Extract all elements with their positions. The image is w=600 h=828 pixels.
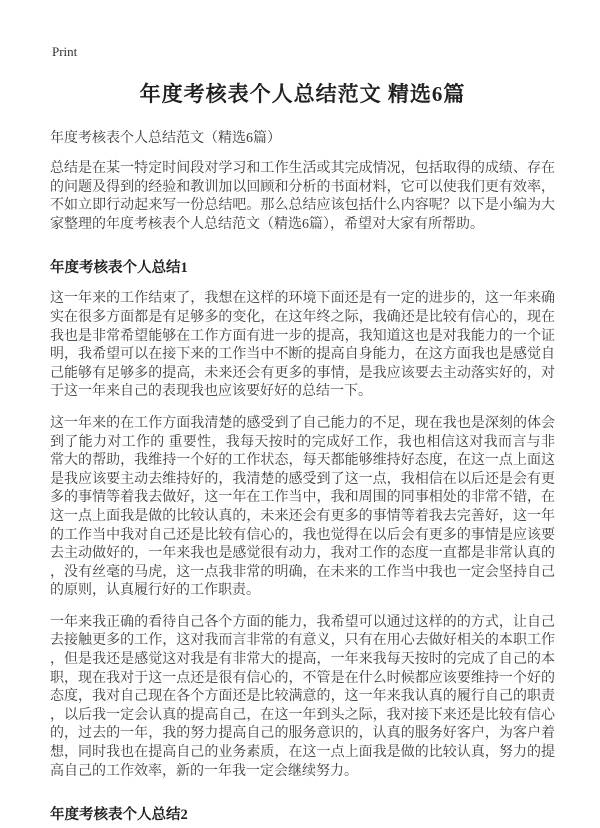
page-title: 年度考核表个人总结范文 精选6篇 [139,82,466,106]
intro-paragraph: 总结是在某一特定时间段对学习和工作生活或其完成情况，包括取得的成绩、存在的问题及得到的经验和教训加以回顾和分析的书面材料，它可以使我们更有效率，不如立即行动起来写一份总结吧。那么总结应该包括什么内容呢？以下是小编为大家整理的年度考核表个人总结范文（精选6篇），希望对大家有所帮助。 [50,161,555,232]
section-1-heading: 年度考核表个人总结1 [50,260,188,277]
section-2-heading: 年度考核表个人总结2 [50,807,188,824]
section-1-paragraph-2: 这一年来的在工作方面我清楚的感受到了自己能力的不足，现在我也是深刻的体会到了能力对工作的 重要性，我每天按时的完成好工作，我也相信这对我而言与非常大的帮助，我维持一个好的工作状态，每天都能够维持好态度，在这一点上面这是我应该要主动去维持好的，我清楚的感受到了这一点，我相信在以后还是会有更多的事情等着我去做好，这一年在工作当中，我和周围的同事相处的非常不错，在这一点上面我是做的比较认真的，未来还会有更多的事情等着我去完善好，这一年的工作当中我对自己还是比较有信心的，我也觉得在以后会有更多的事情是应该要去主动做好的，一年来我也是感觉很有动力，我对工作的态度一直都是非常认真的，没有丝毫的马虎，这一点我非常的明确，在未来的工作当中我也一定会坚持自己的原则，认真履行好的工作职责。 [50,415,555,599]
page-subtitle: 年度考核表个人总结范文（精选6篇） [50,131,281,146]
section-1-paragraph-1: 这一年来的工作结束了，我想在这样的环境下面还是有一定的进步的，这一年来确实在很多方面都是有足够多的变化，在这年终之际，我确还是比较有信心的，现在我也是非常希望能够在工作方面有进一步的提高，我知道这也是对我能力的一个证明，我希望可以在接下来的工作当中不断的提高自身能力，在这方面我也是感觉自己能够有足够多的提高，未来还会有更多的事情，是我应该要去主动落实好的，对于这一年来自己的表现我也应该要好好的总结一下。 [50,291,555,400]
print-link[interactable]: Print [52,44,78,59]
section-1-paragraph-3: 一年来我正确的看待自己各个方面的能力，我希望可以通过这样的的方式，让自己去接触更多的工作，这对我而言非常的有意义，只有在用心去做好相关的本职工作，但是我还是感觉这对我是有非常大的提高，一年来我每天按时的完成了自己的本职，现在我对于这一点还是很有信心的，不管是在什么时候都应该要维持一个好的态度，我对自己现在各个方面还是比较满意的，这一年来我认真的履行自己的职责，以后我一定会认真的提高自己，在这一年到头之际，我对接下来还是比较有信心的，过去的一年，我的努力提高自己的服务意识的，认真的服务好客户，为客户着想，同时我也在提高自己的业务素质，在这一点上面我是做的比较认真，努力的提高自己的工作效率，新的一年我一定会继续努力。 [50,614,555,779]
